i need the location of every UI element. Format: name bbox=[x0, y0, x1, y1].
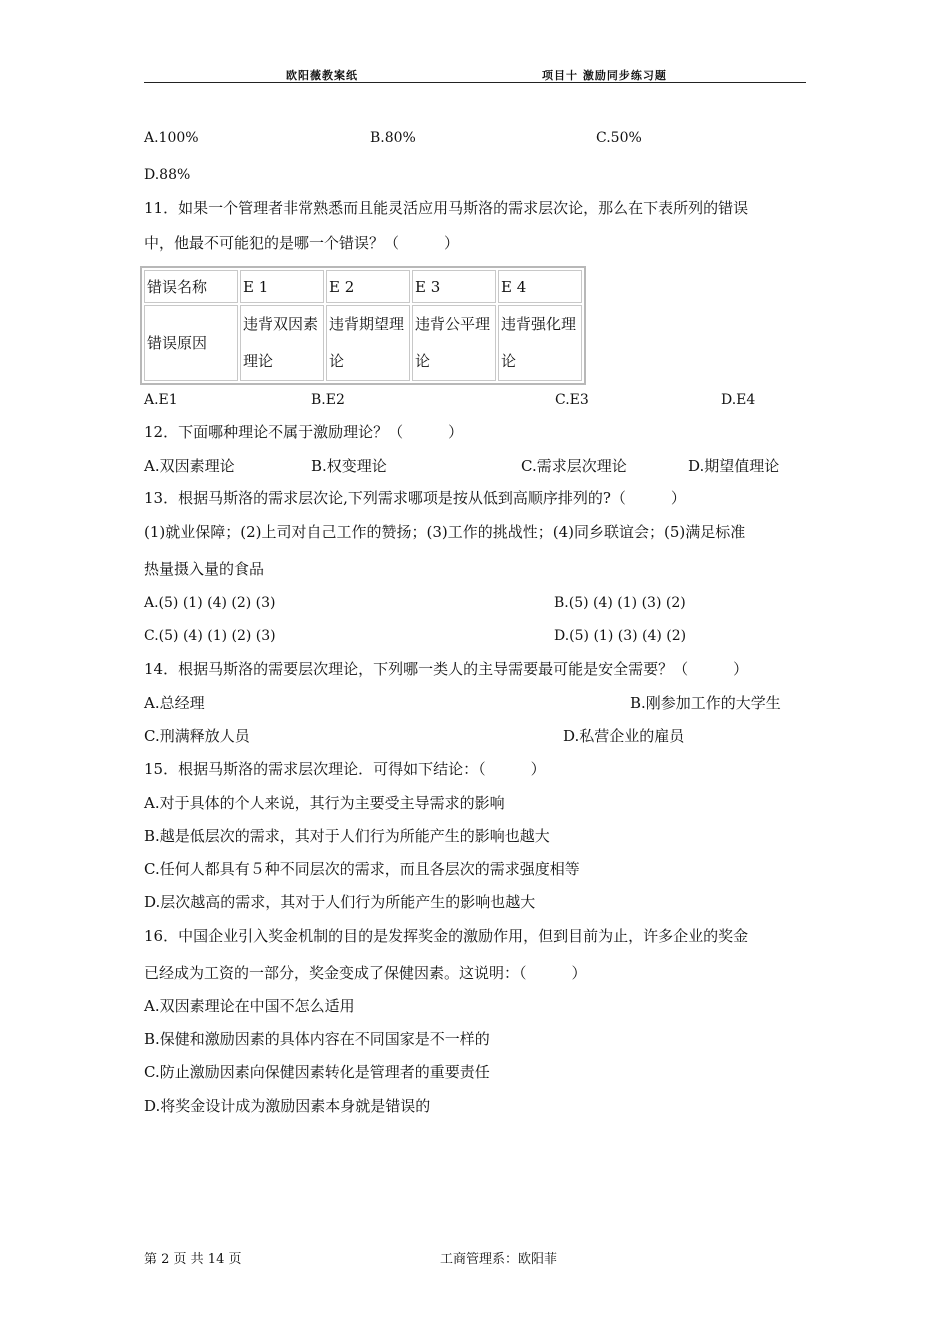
q12-option-c: C.需求层次理论 bbox=[521, 457, 627, 475]
table-cell: E 2 bbox=[326, 270, 410, 303]
header-right: 项目十 激励同步练习题 bbox=[542, 69, 667, 82]
q16-stem-line1: 16．中国企业引入奖金机制的目的是发挥奖金的激励作用，但到目前为止，许多企业的奖金 bbox=[144, 927, 749, 945]
q13-option-b: B.(5) (4) (1) (3) (2) bbox=[554, 595, 686, 611]
table-cell: E 4 bbox=[498, 270, 582, 303]
q14-option-a: A.总经理 bbox=[144, 694, 205, 712]
table-cell: E 1 bbox=[240, 270, 324, 303]
q15-option-b: B.越是低层次的需求，其对于人们行为所能产生的影响也越大 bbox=[144, 827, 550, 845]
footer-department: 工商管理系：欧阳菲 bbox=[440, 1252, 558, 1267]
q14-option-b: B.刚参加工作的大学生 bbox=[630, 694, 781, 712]
q10-option-b: B.80% bbox=[370, 130, 416, 146]
q11-option-a: A.E1 bbox=[144, 392, 178, 408]
q12-stem: 12．下面哪种理论不属于激励理论？（ ） bbox=[144, 423, 464, 441]
q15-stem: 15．根据马斯洛的需求层次理论．可得如下结论：（ ） bbox=[144, 760, 546, 778]
q16-option-c: C.防止激励因素向保健因素转化是管理者的重要责任 bbox=[144, 1063, 490, 1081]
q16-option-b: B.保健和激励因素的具体内容在不同国家是不一样的 bbox=[144, 1030, 490, 1048]
q14-option-c: C.刑满释放人员 bbox=[144, 727, 250, 745]
table-cell: 违背期望理论 bbox=[326, 305, 410, 381]
q11-stem-line1: 11．如果一个管理者非常熟悉而且能灵活应用马斯洛的需求层次论，那么在下表所列的错误 bbox=[144, 199, 749, 217]
header-left: 欧阳薇教案纸 bbox=[286, 69, 358, 82]
q13-items-line2: 热量摄入量的食品 bbox=[144, 560, 265, 578]
table-cell: 错误原因 bbox=[144, 305, 238, 381]
q15-option-d: D.层次越高的需求，其对于人们行为所能产生的影响也越大 bbox=[144, 893, 536, 911]
q13-option-c: C.(5) (4) (1) (2) (3) bbox=[144, 628, 276, 644]
q11-stem-line2: 中，他最不可能犯的是哪一个错误？（ ） bbox=[144, 234, 460, 252]
q14-option-d: D.私营企业的雇员 bbox=[563, 727, 685, 745]
table-cell: 违背双因素理论 bbox=[240, 305, 324, 381]
q13-items-line1: (1)就业保障；(2)上司对自己工作的赞扬；(3)工作的挑战性；(4)同乡联谊会；(5)满足标准 bbox=[144, 523, 746, 541]
table-cell: 违背强化理论 bbox=[498, 305, 582, 381]
table-cell: 违背公平理论 bbox=[412, 305, 496, 381]
q13-stem: 13．根据马斯洛的需求层次论,下列需求哪项是按从低到高顺序排列的?（ ） bbox=[144, 489, 686, 507]
q11-option-c: C.E3 bbox=[555, 392, 589, 408]
table-row bbox=[144, 270, 582, 303]
q11-option-d: D.E4 bbox=[721, 392, 756, 408]
q16-option-a: A.双因素理论在中国不怎么适用 bbox=[144, 997, 355, 1015]
q15-option-a: A.对于具体的个人来说，其行为主要受主导需求的影响 bbox=[144, 794, 505, 812]
q15-option-c: C.任何人都具有５种不同层次的需求，而且各层次的需求强度相等 bbox=[144, 860, 580, 878]
q16-option-d: D.将奖金设计成为激励因素本身就是错误的 bbox=[144, 1097, 431, 1115]
error-table bbox=[140, 266, 586, 385]
header-divider bbox=[144, 82, 806, 83]
q10-option-c: C.50% bbox=[596, 130, 642, 146]
table-row bbox=[144, 305, 582, 381]
table-cell: 错误名称 bbox=[144, 270, 238, 303]
q11-option-b: B.E2 bbox=[311, 392, 345, 408]
q10-option-d: D.88% bbox=[144, 167, 191, 183]
q12-option-b: B.权变理论 bbox=[311, 457, 387, 475]
table-cell: E 3 bbox=[412, 270, 496, 303]
footer-page-number: 第 2 页 共 14 页 bbox=[144, 1252, 242, 1267]
q13-option-d: D.(5) (1) (3) (4) (2) bbox=[554, 628, 687, 644]
q10-option-a: A.100% bbox=[144, 130, 199, 146]
q14-stem: 14．根据马斯洛的需要层次理论，下列哪一类人的主导需要最可能是安全需要？（ ） bbox=[144, 660, 749, 678]
q12-option-a: A.双因素理论 bbox=[144, 457, 235, 475]
q16-stem-line2: 已经成为工资的一部分，奖金变成了保健因素。这说明：（ ） bbox=[144, 964, 587, 982]
q12-option-d: D.期望值理论 bbox=[688, 457, 780, 475]
q13-option-a: A.(5) (1) (4) (2) (3) bbox=[144, 595, 276, 611]
